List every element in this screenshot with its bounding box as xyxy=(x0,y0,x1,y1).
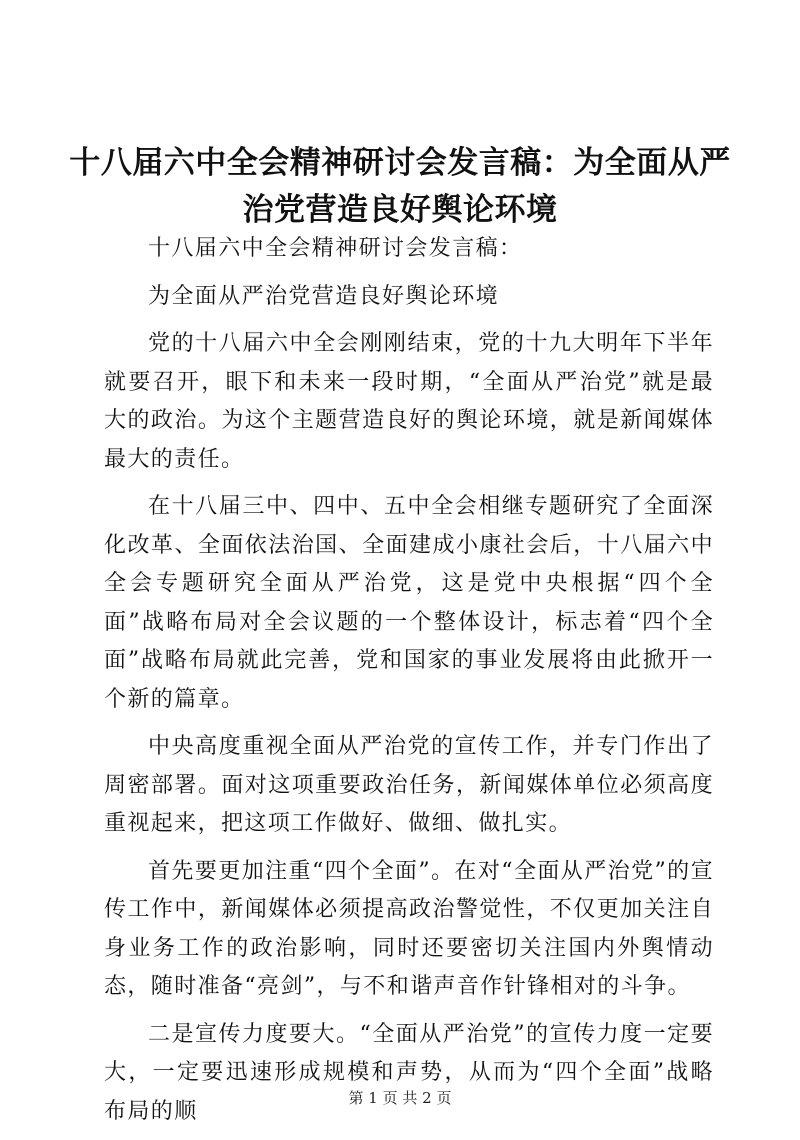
document-body xyxy=(104,230,714,1140)
paragraph-5: 中央高度重视全面从严治党的宣传工作，并专门作出了周密部署。面对这项重要政治任务，新闻媒体单位必须高度重视起来，把这项工作做好、做细、做扎实。 xyxy=(104,734,714,836)
paragraph-3: 党的十八届六中全会刚刚结束，党的十九大明年下半年就要召开，眼下和未来一段时期，“全面从严治党”就是最大的政治。为这个主题营造良好的舆论环境，就是新闻媒体最大的责任。 xyxy=(104,331,714,472)
document-title: 十八届六中全会精神研讨会发言稿：为全面从严治党营造良好舆论环境 xyxy=(69,145,731,228)
paragraph-2: 为全面从严治党营造良好舆论环境 xyxy=(148,283,500,309)
paragraph-7: 二是宣传力度要大。“全面从严治党”的宣传力度一定要大，一定要迅速形成规模和声势，从而为“四个全面”战略布局的顺 xyxy=(104,1021,714,1124)
paragraph-4: 在十八届三中、四中、五中全会相继专题研究了全面深化改革、全面依法治国、全面建成小康社会后，十八届六中全会专题研究全面从严治党，这是党中央根据“四个全面”战略布局对全会议题的一个整体设计，标志着“四个全面”战略布局就此完善，党和国家的事业发展将由此掀开一个新的篇章。 xyxy=(104,494,714,712)
page-number-footer: 第 1 页 共 2 页 xyxy=(348,1089,452,1107)
paragraph-1: 十八届六中全会精神研讨会发言稿： xyxy=(148,236,523,261)
paragraph-6: 首先要更加注重“四个全面”。在对“全面从严治党”的宣传工作中，新闻媒体必须提高政治警觉性，不仅更加关注自身业务工作的政治影响，同时还要密切关注国内外舆情动态，随时准备“亮剑”，与不和谐声音作针锋相对的斗争。 xyxy=(104,858,714,999)
